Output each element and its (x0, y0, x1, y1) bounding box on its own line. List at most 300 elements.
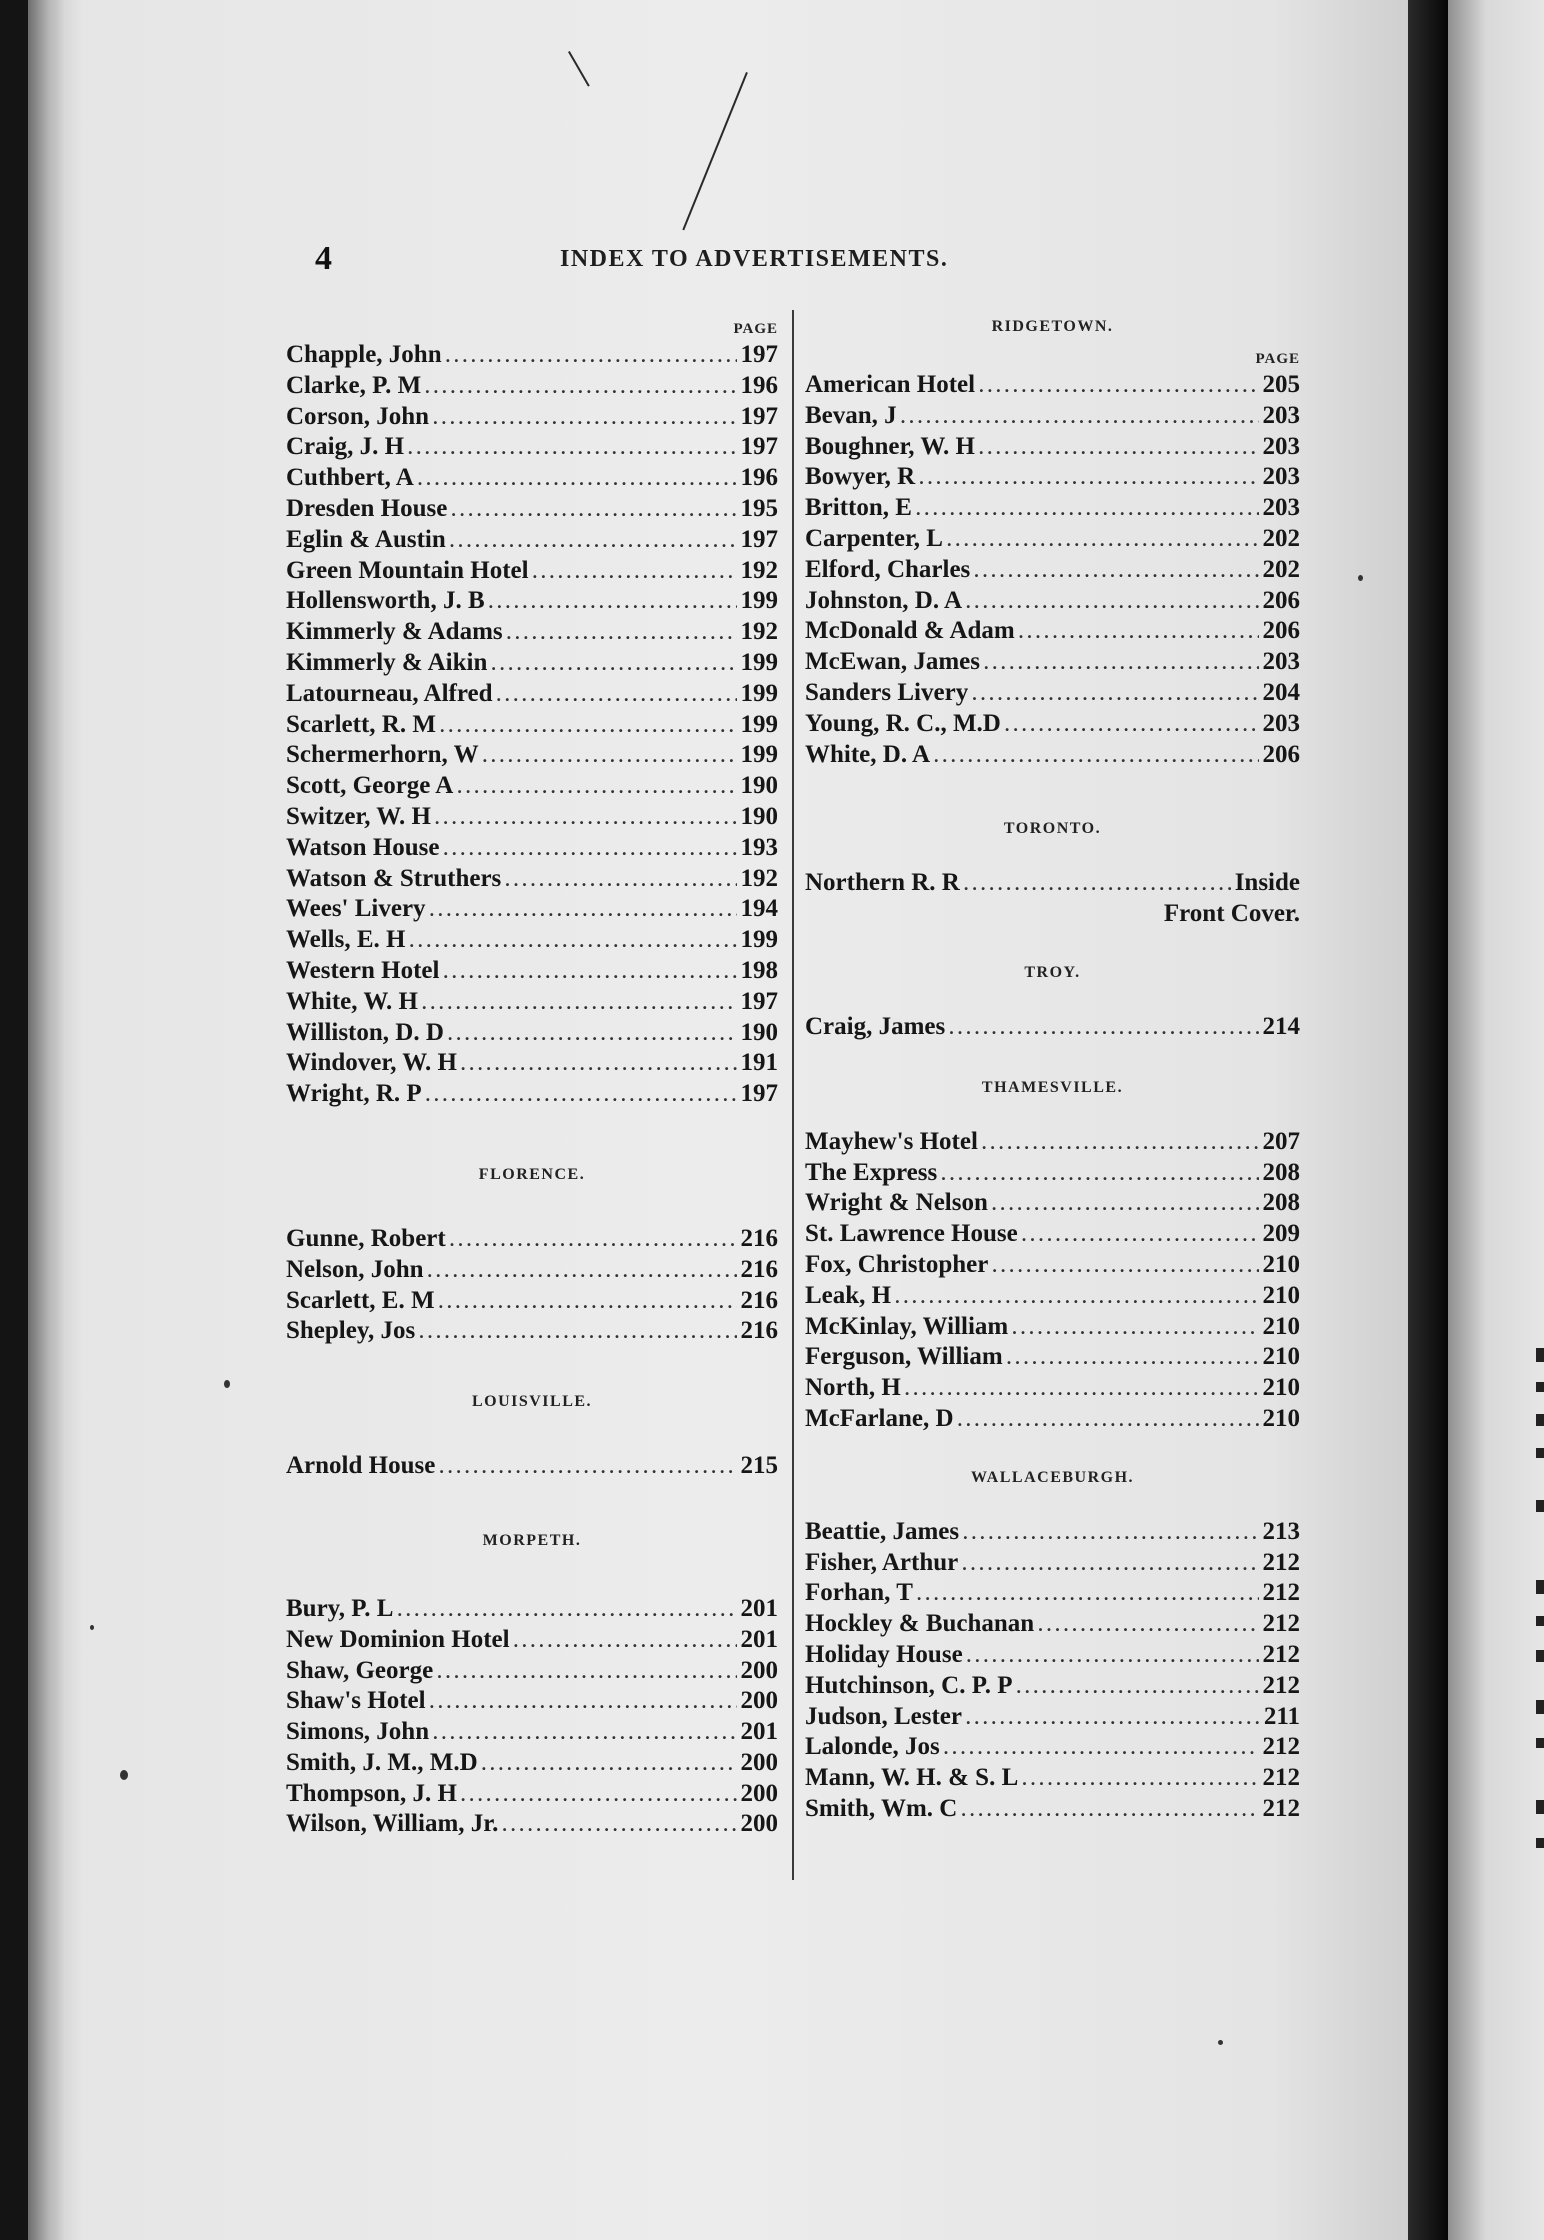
section-heading: THAMESVILLE. (981, 1078, 1124, 1096)
entry-name: White, W. H (286, 987, 418, 1015)
index-entry (805, 586, 1300, 617)
index-entry (805, 740, 1300, 771)
leader-dots (433, 403, 736, 434)
leader-dots (450, 1225, 737, 1256)
entry-page: 206 (1262, 586, 1300, 614)
leader-dots (397, 1595, 736, 1626)
entry-name: McDonald & Adam (805, 617, 1015, 645)
entry-page: 201 (740, 1718, 778, 1746)
entry-page: 197 (740, 525, 778, 553)
adjacent-page-edge (1448, 0, 1544, 2240)
entry-name: Switzer, W. H (286, 802, 431, 830)
leader-dots (901, 402, 1259, 433)
index-entry (286, 894, 778, 925)
entry-page: 200 (740, 1687, 778, 1715)
entry-page: 214 (1262, 1012, 1300, 1040)
spacer (805, 1487, 1300, 1517)
index-entry (805, 432, 1300, 463)
index-entry (805, 1281, 1300, 1312)
entry-page: 210 (1262, 1374, 1300, 1402)
leader-dots (439, 1452, 736, 1483)
index-entry (286, 1316, 778, 1347)
ink-speck (224, 1380, 230, 1388)
leader-dots (418, 464, 737, 495)
leader-dots (958, 1405, 1259, 1436)
entry-page: 212 (1262, 1548, 1300, 1576)
leader-dots (966, 587, 1259, 618)
entry-page: 212 (1262, 1579, 1300, 1607)
entry-page: 212 (1262, 1610, 1300, 1638)
spacer (805, 336, 1300, 348)
leader-dots (992, 1251, 1258, 1282)
entry-name: Simons, John (286, 1718, 430, 1746)
entry-page: 197 (740, 402, 778, 430)
entry-name: Latourneau, Alfred (286, 679, 493, 707)
index-entry (286, 1809, 778, 1840)
text-fragment (1536, 1500, 1544, 1512)
index-entry (286, 402, 778, 433)
leader-dots (947, 525, 1259, 556)
book-gutter (1408, 0, 1448, 2240)
index-entry (805, 1671, 1300, 1702)
text-fragment (1536, 1448, 1544, 1458)
entry-name: St. Lawrence House (805, 1220, 1018, 1248)
leader-dots (1007, 1343, 1259, 1374)
ink-speck (120, 1770, 128, 1780)
entry-page: 197 (740, 987, 778, 1015)
index-entry (805, 709, 1300, 740)
entry-page: 201 (740, 1625, 778, 1653)
entry-name: Hutchinson, C. P. P (805, 1671, 1013, 1699)
entry-name: Thompson, J. H (286, 1779, 457, 1807)
entry-page: 192 (740, 864, 778, 892)
leader-dots (507, 618, 737, 649)
leader-dots (949, 1013, 1258, 1044)
leader-dots (1012, 1313, 1258, 1344)
entry-page: 199 (740, 679, 778, 707)
entry-page: 206 (1262, 740, 1300, 768)
index-entry (805, 1219, 1300, 1250)
index-entry (805, 524, 1300, 555)
index-entry (286, 1686, 778, 1717)
entry-name: Windover, W. H (286, 1049, 457, 1077)
entry-page: Inside (1234, 869, 1300, 897)
index-entry (286, 1451, 778, 1482)
entry-page: 199 (740, 926, 778, 954)
entry-name: McEwan, James (805, 648, 980, 676)
index-entry (805, 868, 1300, 899)
leader-dots (491, 649, 736, 680)
spacer (805, 1097, 1300, 1127)
leader-dots (502, 1810, 736, 1841)
entry-page: 212 (1262, 1671, 1300, 1699)
index-entry (286, 340, 778, 371)
leader-dots (497, 680, 737, 711)
index-entry (286, 432, 778, 463)
entry-name: The Express (805, 1158, 938, 1186)
entry-page: 200 (740, 1748, 778, 1776)
entry-name: Williston, D. D (286, 1018, 444, 1046)
index-entry (805, 1640, 1300, 1671)
leader-dots (482, 1749, 737, 1780)
entry-page: 206 (1262, 617, 1300, 645)
entry-name: Nelson, John (286, 1255, 424, 1283)
index-entry (805, 1794, 1300, 1825)
entry-name: Wells, E. H (286, 926, 406, 954)
entry-page: 197 (740, 1080, 778, 1108)
entry-page: 203 (1262, 494, 1300, 522)
spacer (805, 770, 1300, 820)
spacer (286, 1550, 778, 1594)
left-column (286, 318, 778, 1840)
index-entry (805, 616, 1300, 647)
leader-dots (1038, 1610, 1258, 1641)
section-heading: FLORENCE. (478, 1165, 586, 1183)
section-heading: RIDGETOWN. (991, 318, 1114, 335)
index-entry (286, 1625, 778, 1656)
entry-page: 205 (1262, 371, 1300, 398)
leader-dots (422, 988, 737, 1019)
entry-page: 209 (1262, 1220, 1300, 1248)
index-entry (286, 925, 778, 956)
entry-name: McKinlay, William (805, 1312, 1009, 1340)
entry-page: 200 (740, 1656, 778, 1684)
entry-page: 192 (740, 618, 778, 646)
leader-dots (437, 1657, 736, 1688)
entry-name: Dresden House (286, 494, 448, 522)
entry-name: Fisher, Arthur (805, 1548, 959, 1576)
index-entry (805, 1548, 1300, 1579)
index-entry (805, 462, 1300, 493)
entry-page: 210 (1262, 1312, 1300, 1340)
leader-dots (514, 1626, 737, 1657)
entry-page: 202 (1262, 555, 1300, 583)
ink-speck (1358, 575, 1363, 581)
section-heading: LOUISVILLE. (471, 1393, 593, 1411)
entry-name: Judson, Lester (805, 1702, 962, 1730)
index-entry (805, 370, 1300, 401)
entry-name: Wright & Nelson (805, 1189, 988, 1217)
section-heading: MORPETH. (482, 1531, 582, 1549)
index-entry (805, 1702, 1300, 1733)
book-page (28, 0, 1408, 2240)
index-entry (805, 1609, 1300, 1640)
entry-name: Scott, George A (286, 772, 454, 800)
entry-page: 196 (740, 464, 778, 492)
leader-dots (419, 1317, 736, 1348)
entry-page: 190 (740, 1018, 778, 1046)
leader-dots (408, 433, 736, 464)
text-fragment (1536, 1800, 1544, 1814)
index-entry (286, 1255, 778, 1286)
spacer (805, 1435, 1300, 1469)
entry-page: 208 (1262, 1158, 1300, 1186)
leader-dots (451, 495, 736, 526)
index-entry (286, 987, 778, 1018)
index-entry (805, 1342, 1300, 1373)
entry-page: 212 (1262, 1764, 1300, 1792)
entry-page: 197 (740, 433, 778, 461)
entry-page: 200 (740, 1810, 778, 1838)
index-entry (805, 1732, 1300, 1763)
leader-dots (440, 711, 737, 742)
entry-name: Western Hotel (286, 956, 440, 984)
leader-dots (982, 1128, 1259, 1159)
entry-page: 213 (1262, 1517, 1300, 1545)
entry-name: Mayhew's Hotel (805, 1127, 978, 1155)
entry-page: 203 (1262, 648, 1300, 676)
leader-dots (1016, 1672, 1258, 1703)
leader-dots (967, 1641, 1259, 1672)
entry-name: Clarke, P. M (286, 371, 422, 399)
entry-page: 199 (740, 710, 778, 738)
index-entry (286, 956, 778, 987)
entry-name: Eglin & Austin (286, 525, 446, 553)
entry-name: Fox, Christopher (805, 1250, 989, 1278)
text-fragment (1536, 1580, 1544, 1594)
leader-dots (430, 895, 737, 926)
leader-dots (919, 463, 1258, 494)
leader-dots (963, 1518, 1258, 1549)
entry-name: Holiday House (805, 1640, 963, 1668)
entry-page: 202 (1262, 524, 1300, 552)
leader-dots (895, 1282, 1258, 1313)
index-entry (805, 1158, 1300, 1189)
entry-page: 190 (740, 802, 778, 830)
index-entry (805, 1127, 1300, 1158)
text-fragment (1536, 1616, 1544, 1626)
index-entry (286, 802, 778, 833)
entry-name: Lalonde, Jos (805, 1733, 940, 1761)
entry-continuation: Front Cover. (1163, 900, 1300, 928)
index-entry (286, 771, 778, 802)
entry-page: 210 (1262, 1404, 1300, 1432)
leader-dots (905, 1374, 1259, 1405)
index-entry (805, 1250, 1300, 1281)
entry-page: 211 (1263, 1702, 1300, 1730)
entry-page: 216 (740, 1286, 778, 1314)
index-entry (286, 1656, 778, 1687)
ink-speck (1218, 2040, 1223, 2045)
entry-name: Wilson, William, Jr. (286, 1810, 499, 1838)
entry-name: Kimmerly & Aikin (286, 648, 488, 676)
leader-dots (444, 834, 737, 865)
ink-speck (90, 1625, 94, 1630)
index-entry (286, 371, 778, 402)
entry-name: Gunne, Robert (286, 1224, 446, 1252)
entry-name: Shepley, Jos (286, 1317, 416, 1345)
leader-dots (916, 494, 1259, 525)
page-title: INDEX TO ADVERTISEMENTS. (560, 246, 949, 272)
leader-dots (443, 957, 736, 988)
entry-name: Schermerhorn, W (286, 741, 479, 769)
entry-page: 208 (1262, 1189, 1300, 1217)
spacer (286, 1411, 778, 1451)
index-entry (805, 401, 1300, 432)
leader-dots (450, 526, 737, 557)
leader-dots (430, 1687, 737, 1718)
entry-name: Elford, Charles (805, 555, 971, 583)
index-entry (805, 1404, 1300, 1435)
index-entry (286, 679, 778, 710)
leader-dots (992, 1189, 1259, 1220)
leader-dots (483, 741, 737, 772)
entry-name: Bury, P. L (286, 1594, 394, 1622)
spacer (805, 982, 1300, 1012)
entry-name: Mann, W. H. & S. L (805, 1764, 1019, 1792)
entry-name: Bowyer, R (805, 463, 916, 491)
entry-page: 203 (1262, 463, 1300, 491)
index-entry (286, 1594, 778, 1625)
entry-name: Shaw, George (286, 1656, 434, 1684)
index-entry (286, 1048, 778, 1079)
column-divider (792, 310, 794, 1880)
leader-dots (533, 557, 737, 588)
leader-dots (964, 869, 1231, 900)
index-entry (286, 864, 778, 895)
index-entry (805, 1578, 1300, 1609)
entry-name: McFarlane, D (805, 1404, 954, 1432)
leader-dots (409, 926, 736, 957)
leader-dots (984, 648, 1259, 679)
entry-page: 199 (740, 741, 778, 769)
leader-dots (1005, 710, 1259, 741)
index-entry (286, 617, 778, 648)
section-heading: TORONTO. (1003, 820, 1102, 838)
pen-scratch (682, 72, 748, 230)
entry-name: Craig, James (805, 1012, 946, 1040)
text-fragment (1536, 1382, 1544, 1392)
entry-page: 207 (1262, 1127, 1300, 1155)
entry-name: Wees' Livery (286, 895, 426, 923)
entry-page: 203 (1262, 709, 1300, 737)
index-entry (286, 1779, 778, 1810)
index-entry (805, 1012, 1300, 1043)
entry-name: Scarlett, E. M (286, 1286, 435, 1314)
entry-page: 203 (1262, 432, 1300, 460)
index-entry (286, 1748, 778, 1779)
entry-name: Boughner, W. H (805, 432, 975, 460)
page-header (315, 240, 1327, 277)
leader-dots (426, 1080, 737, 1111)
leader-dots (934, 741, 1259, 772)
text-fragment (1536, 1414, 1544, 1426)
entry-name: Forhan, T (805, 1579, 913, 1607)
entry-page: 215 (740, 1452, 778, 1480)
entry-page: 198 (740, 956, 778, 984)
entry-name: Smith, J. M., M.D (286, 1748, 478, 1776)
entry-page: 194 (740, 895, 778, 923)
entry-page: 210 (1262, 1281, 1300, 1309)
spacer (286, 1184, 778, 1224)
leader-dots (962, 1549, 1258, 1580)
page-column-label: PAGE (733, 321, 778, 337)
index-entry (286, 1018, 778, 1049)
leader-dots (435, 803, 737, 834)
entry-page: 216 (740, 1317, 778, 1345)
leader-dots (979, 433, 1259, 464)
index-entry (286, 1286, 778, 1317)
entry-name: Corson, John (286, 402, 430, 430)
leader-dots (505, 865, 736, 896)
index-entry (286, 494, 778, 525)
entry-name: Carpenter, L (805, 524, 943, 552)
section-heading: WALLACEBURGH. (970, 1468, 1135, 1486)
spacer (286, 1347, 778, 1393)
entry-name: American Hotel (805, 371, 976, 398)
leader-dots (448, 1019, 737, 1050)
entry-name: Scarlett, R. M (286, 710, 436, 738)
index-entry (805, 555, 1300, 586)
entry-page: 199 (740, 587, 778, 615)
entry-name: Chapple, John (286, 341, 442, 368)
page-number: 4 (315, 240, 332, 277)
entry-name: Britton, E (805, 494, 912, 522)
entry-name: Johnston, D. A (805, 586, 962, 614)
entry-page: 192 (740, 556, 778, 584)
entry-name: Leak, H (805, 1281, 892, 1309)
leader-dots (972, 679, 1258, 710)
section-heading: TROY. (1024, 963, 1081, 981)
entry-name: Craig, J. H (286, 433, 405, 461)
leader-dots (944, 1733, 1259, 1764)
entry-page: 210 (1262, 1343, 1300, 1371)
entry-name: Ferguson, William (805, 1343, 1003, 1371)
entry-name: Bevan, J (805, 401, 897, 429)
index-entry (286, 1224, 778, 1255)
text-fragment (1536, 1348, 1544, 1362)
index-entry (286, 648, 778, 679)
spacer (286, 1110, 778, 1166)
entry-page: 201 (740, 1594, 778, 1622)
entry-name: White, D. A (805, 740, 930, 768)
index-entry (286, 586, 778, 617)
leader-dots (961, 1795, 1258, 1826)
entry-page: 193 (740, 833, 778, 861)
leader-dots (1019, 617, 1259, 648)
index-entry (286, 1079, 778, 1110)
entry-name: Smith, Wm. C (805, 1794, 958, 1822)
entry-name: Young, R. C., M.D (805, 709, 1001, 737)
entry-page: 216 (740, 1255, 778, 1283)
index-entry (805, 1312, 1300, 1343)
leader-dots (461, 1780, 737, 1811)
entry-page: 191 (740, 1049, 778, 1077)
index-entry (805, 1517, 1300, 1548)
index-entry (805, 1188, 1300, 1219)
entry-name: Sanders Livery (805, 678, 969, 706)
entry-page: 212 (1262, 1640, 1300, 1668)
entry-page: 199 (740, 648, 778, 676)
entry-name: Kimmerly & Adams (286, 618, 503, 646)
leader-dots (446, 341, 737, 372)
entry-page: 197 (740, 341, 778, 368)
entry-name: Wright, R. P (286, 1080, 422, 1108)
entry-name: Green Mountain Hotel (286, 556, 529, 584)
entry-name: Watson & Struthers (286, 864, 502, 892)
leader-dots (461, 1049, 737, 1080)
leader-dots (439, 1287, 737, 1318)
leader-dots (433, 1718, 736, 1749)
leader-dots (457, 772, 736, 803)
pen-scratch (568, 51, 590, 87)
page-column-label: PAGE (1255, 351, 1300, 367)
spacer (286, 1482, 778, 1532)
text-fragment (1536, 1838, 1544, 1848)
index-entry (286, 833, 778, 864)
text-fragment (1536, 1700, 1544, 1714)
entry-name: Hollensworth, J. B (286, 587, 485, 615)
